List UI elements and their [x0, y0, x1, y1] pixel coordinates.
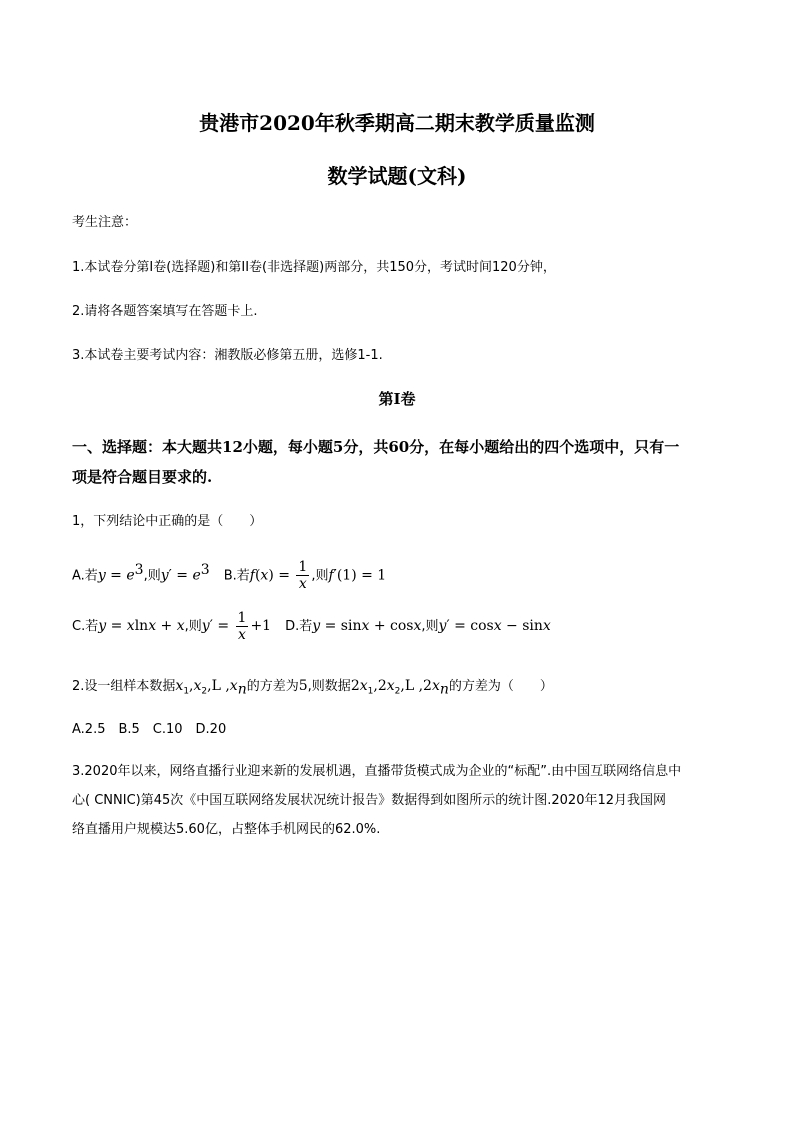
note-3: 3.本试卷主要考试内容：湘教版必修第五册，选修1-1.: [72, 348, 383, 363]
note-1: 1.本试卷分第I卷(选择题)和第II卷(非选择题)两部分，共150分，考试时间120分钟，: [72, 260, 556, 275]
instructions-line-1: 一、选择题：本大题共12小题，每小题5分，共60分，在每小题给出的四个选项中，只有一: [72, 438, 680, 456]
q1-d-prefix: D.若: [285, 619, 313, 634]
notes-heading: 考生注意：: [72, 215, 138, 230]
section-title: 第I卷: [378, 390, 416, 408]
q1-options-ab: A.若$y = e^3$,则$y' = e^3$ B.若f(x) = $\frac{1}{x}$ ,则f′(1) = 1: [72, 559, 387, 593]
exam-title: 贵港市2020年秋季期高二期末教学质量监测: [199, 111, 595, 135]
q2-stem: 2.设一组样本数据$x_1,x_2,L$ $,x_n$的方差为5,则数据$2x_1,2x_2,L$ $,2x_n$的方差为（ ）: [72, 678, 553, 698]
exam-subtitle: 数学试题(文科): [327, 164, 467, 188]
q3-line-3: 络直播用户规模达5.60亿，占整体手机网民的62.0%.: [72, 822, 381, 837]
q1-a-formula: y: [97, 567, 106, 584]
instructions-line-2: 项是符合题目要求的.: [72, 468, 213, 486]
q3-line-2: 心( CNNIC)第45次《中国互联网络发展状况统计报告》数据得到如图所示的统计图.2020年12月我国网: [72, 793, 667, 808]
q1-b-fraction: $\frac{1}{x}$: [298, 559, 308, 593]
q1-stem: 1，下列结论中正确的是（ ）: [72, 514, 263, 529]
q1-a-prefix: A.若: [72, 568, 98, 584]
q1-options-cd: C.若y = xlnx + x,则y′ = $\frac{1}{x}$ +1 D.若y = sinx + cosx,则y′ = cosx − sinx: [72, 610, 551, 643]
q3-line-1: 3.2020年以来，网络直播行业迎来新的发展机遇，直播带货模式成为企业的“标配”.由中国互联网络信息中: [72, 764, 682, 779]
q1-c-prefix: C.若: [72, 619, 99, 634]
q1-c-fraction: $\frac{1}{x}$: [237, 610, 247, 643]
q2-options: A.2.5 B.5 C.10 D.20: [72, 722, 227, 737]
note-2: 2.请将各题答案填写在答题卡上.: [72, 304, 258, 319]
q1-b-prefix: B.若: [223, 568, 250, 584]
